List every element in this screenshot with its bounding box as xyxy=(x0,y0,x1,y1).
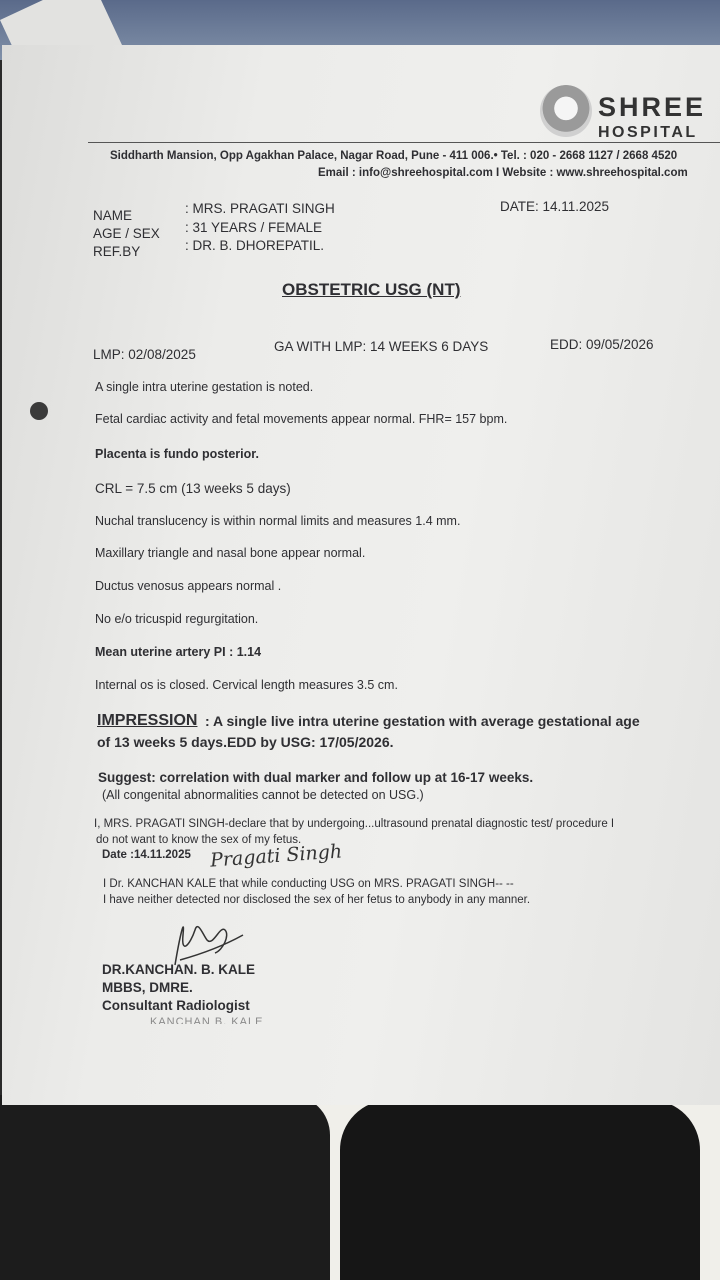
doctor-declaration-1: I Dr. KANCHAN KALE that while conducting USG on MRS. PRAGATI SINGH-- -- xyxy=(103,878,514,890)
punch-hole xyxy=(30,402,48,420)
finding-9: Mean uterine artery PI : 1.14 xyxy=(95,645,262,659)
ga-lmp: GA WITH LMP: 14 WEEKS 6 DAYS xyxy=(274,339,489,354)
name-label: NAME xyxy=(93,208,133,223)
ref-label: REF.BY xyxy=(93,244,141,259)
name-value: : MRS. PRAGATI SINGH xyxy=(185,201,335,216)
finding-4: CRL = 7.5 cm (13 weeks 5 days) xyxy=(95,481,291,496)
impression-label: IMPRESSION xyxy=(97,712,198,729)
hospital-contact: Email : info@shreehospital.com I Website : www.shreehospital.com xyxy=(318,167,688,179)
edd: EDD: 09/05/2026 xyxy=(550,337,654,352)
hospital-name-sub: HOSPITAL xyxy=(598,124,698,141)
ref-value: : DR. B. DHOREPATIL. xyxy=(185,238,325,253)
hospital-name: SHREE xyxy=(598,92,707,122)
finding-8: No e/o tricuspid regurgitation. xyxy=(95,612,259,626)
doctor-stamp: KANCHAN B. KALE xyxy=(150,1016,264,1024)
finding-10: Internal os is closed. Cervical length measures 3.5 cm. xyxy=(95,678,398,692)
declaration-date: Date :14.11.2025 xyxy=(102,849,191,861)
doctor-title: Consultant Radiologist xyxy=(102,998,250,1013)
usg-note: (All congenital abnormalities cannot be detected on USG.) xyxy=(102,788,424,802)
background-dark-left xyxy=(0,1095,330,1280)
patient-signature: Pragati Singh xyxy=(209,840,343,872)
finding-1: A single intra uterine gestation is noted. xyxy=(95,380,314,394)
hospital-logo-icon xyxy=(540,85,592,137)
declaration-line-1: I, MRS. PRAGATI SINGH-declare that by undergoing...ultrasound prenatal diagnostic test/ procedure I xyxy=(94,818,615,830)
age-label: AGE / SEX xyxy=(93,226,160,241)
finding-3: Placenta is fundo posterior. xyxy=(95,447,259,461)
doctor-name: DR.KANCHAN. B. KALE xyxy=(102,962,255,977)
impression-line-2: of 13 weeks 5 days.EDD by USG: 17/05/2026. xyxy=(97,734,394,750)
age-value: : 31 YEARS / FEMALE xyxy=(185,220,323,235)
declaration-line-2: do not want to know the sex of my fetus. xyxy=(96,834,302,846)
header-rule xyxy=(88,142,720,143)
report-paper xyxy=(2,45,720,1105)
doctor-degree: MBBS, DMRE. xyxy=(102,980,193,995)
report-date: DATE: 14.11.2025 xyxy=(500,199,610,214)
finding-7: Ductus venosus appears normal . xyxy=(95,579,282,593)
lmp: LMP: 02/08/2025 xyxy=(93,347,196,362)
impression-line-1: : A single live intra uterine gestation with average gestational age xyxy=(205,713,640,729)
suggestion: Suggest: correlation with dual marker and follow up at 16-17 weeks. xyxy=(98,770,534,785)
hospital-address: Siddharth Mansion, Opp Agakhan Palace, Nagar Road, Pune - 411 006.• Tel. : 020 - 2668 1127 / 2668 4520 xyxy=(110,150,678,162)
report-title: OBSTETRIC USG (NT) xyxy=(282,280,461,299)
finding-6: Maxillary triangle and nasal bone appear normal. xyxy=(95,546,366,560)
doctor-declaration-2: I have neither detected nor disclosed the sex of her fetus to anybody in any manner. xyxy=(103,894,531,906)
background-dark-right xyxy=(340,1100,700,1280)
finding-2: Fetal cardiac activity and fetal movements appear normal. FHR= 157 bpm. xyxy=(95,412,508,426)
finding-5: Nuchal translucency is within normal limits and measures 1.4 mm. xyxy=(95,514,461,528)
